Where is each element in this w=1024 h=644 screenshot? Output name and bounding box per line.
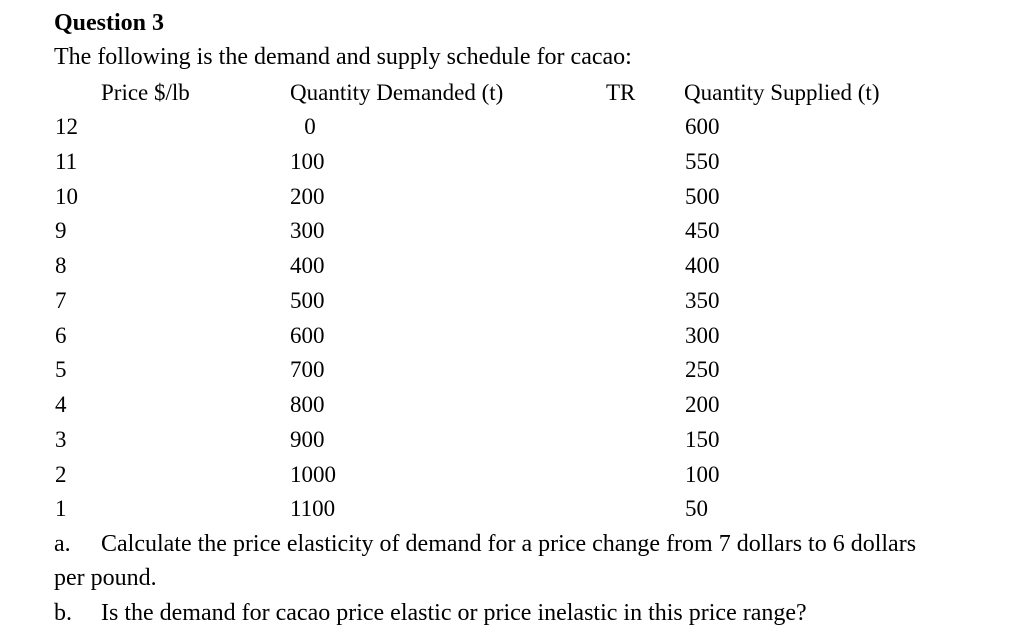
header-price: Price $/lb	[101, 80, 190, 105]
table-row	[0, 110, 1024, 145]
cell-quantity-supplied: 50	[685, 496, 708, 522]
table-header-row	[0, 76, 1024, 110]
cell-quantity-demanded: 1100	[290, 496, 336, 522]
cell-price: 1	[55, 496, 67, 522]
table-row	[0, 180, 1024, 215]
cell-price: 5	[55, 357, 67, 383]
cell-quantity-supplied: 500	[685, 183, 720, 209]
cell-price: 12	[55, 114, 78, 139]
cell-price: 8	[55, 253, 67, 278]
header-quantity-demanded: Quantity Demanded (t)	[290, 80, 504, 105]
table-row	[0, 388, 1024, 423]
cell-price: 7	[55, 287, 67, 313]
cell-price: 11	[55, 148, 78, 174]
table-row	[0, 353, 1024, 388]
cell-quantity-supplied: 200	[685, 392, 720, 417]
schedule-table	[0, 76, 1024, 527]
cell-quantity-demanded: 500	[290, 287, 325, 313]
table-body	[0, 110, 1024, 527]
cell-quantity-demanded: 100	[290, 148, 325, 174]
cell-price: 6	[55, 322, 67, 348]
cell-price: 3	[55, 426, 67, 452]
cell-quantity-supplied: 400	[685, 253, 720, 278]
question-a-text: Calculate the price elasticity of demand for a price change from 7 dollars to 6 dollars	[101, 531, 917, 557]
cell-quantity-demanded: 400	[290, 253, 325, 278]
header-total-revenue: TR	[606, 80, 636, 105]
question-b-text: Is the demand for cacao price elastic or price inelastic in this price range?	[101, 600, 807, 626]
cell-price: 9	[55, 218, 67, 244]
header-quantity-supplied: Quantity Supplied (t)	[684, 80, 880, 105]
cell-price: 4	[55, 392, 67, 417]
question-a-continuation: per pound.	[54, 565, 157, 591]
cell-quantity-demanded: 600	[290, 322, 325, 348]
table-row	[0, 284, 1024, 319]
cell-quantity-demanded: 900	[290, 426, 325, 452]
cell-quantity-supplied: 550	[685, 148, 720, 174]
table-row	[0, 214, 1024, 249]
table-row	[0, 319, 1024, 354]
cell-quantity-supplied: 350	[685, 287, 720, 313]
table-row	[0, 249, 1024, 284]
cell-quantity-demanded: 800	[290, 392, 325, 417]
cell-price: 10	[55, 183, 78, 209]
table-row	[0, 458, 1024, 493]
cell-quantity-supplied: 600	[685, 114, 720, 139]
cell-price: 2	[55, 461, 67, 487]
question-title: Question 3	[54, 10, 165, 36]
cell-quantity-demanded: 200	[290, 183, 325, 209]
cell-quantity-supplied: 250	[685, 357, 720, 383]
cell-quantity-supplied: 150	[685, 426, 720, 452]
cell-quantity-supplied: 100	[685, 461, 720, 487]
cell-quantity-supplied: 450	[685, 218, 720, 244]
question-a-letter: a.	[54, 531, 71, 557]
cell-quantity-demanded: 300	[290, 218, 325, 244]
cell-quantity-supplied: 300	[685, 322, 720, 348]
cell-quantity-demanded: 0	[304, 114, 316, 139]
question-b-letter: b.	[54, 600, 72, 626]
table-row	[0, 423, 1024, 458]
table-row	[0, 492, 1024, 527]
cell-quantity-demanded: 700	[290, 357, 325, 383]
table-row	[0, 145, 1024, 180]
question-intro: The following is the demand and supply schedule for cacao:	[54, 44, 632, 70]
cell-quantity-demanded: 1000	[290, 461, 336, 487]
